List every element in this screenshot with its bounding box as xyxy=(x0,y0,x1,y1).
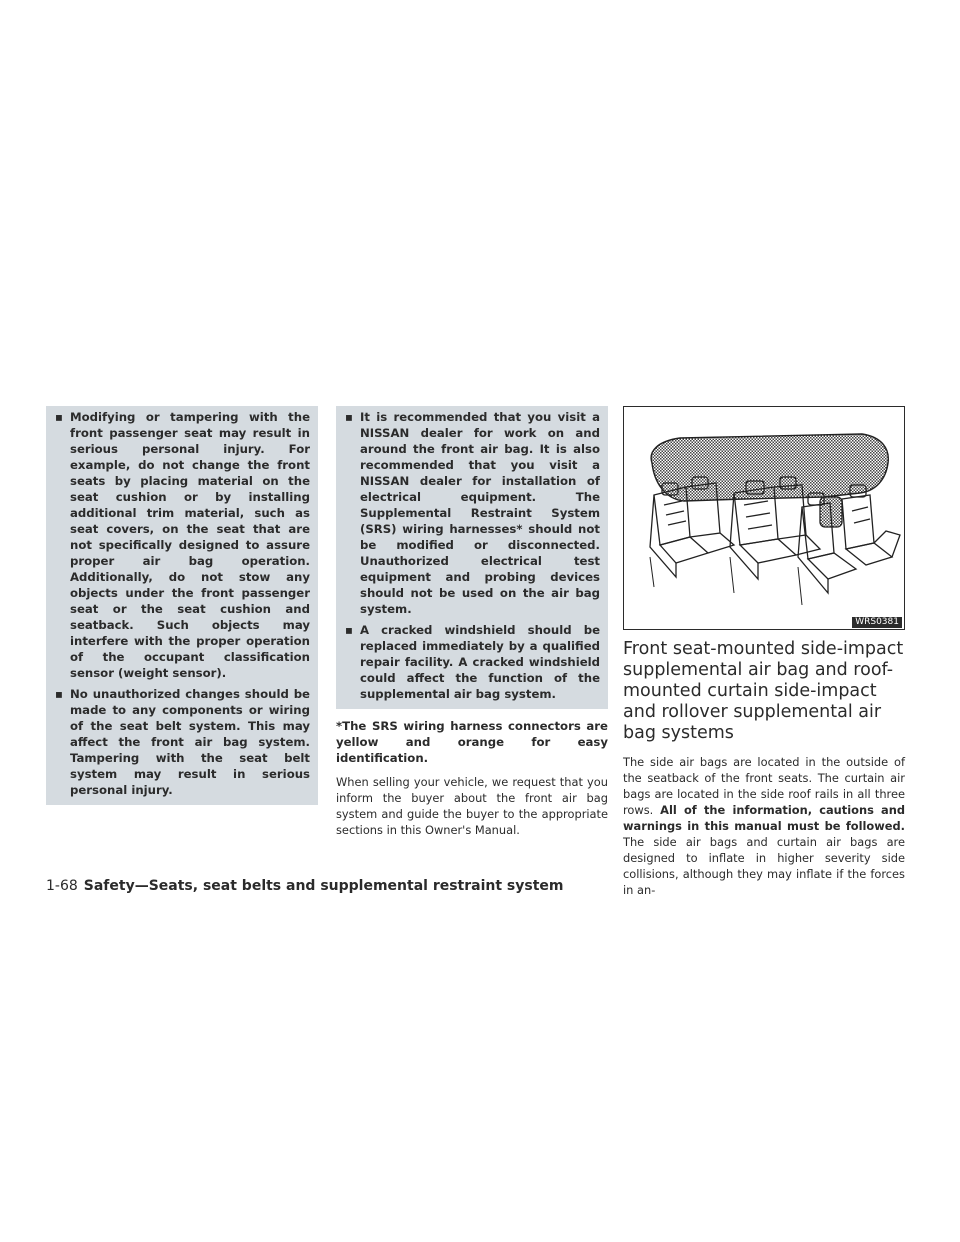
warning-item xyxy=(345,622,600,702)
warning-box-left xyxy=(46,406,318,805)
bullet-icon: ▪ xyxy=(55,687,63,701)
warning-list-middle xyxy=(345,409,600,702)
chapter-title: Safety—Seats, seat belts and supplemental restraint system xyxy=(83,878,564,894)
srs-note: *The SRS wiring harness connectors are yellow and orange for easy identification. xyxy=(336,719,608,765)
figure-code-label: WRS0381 xyxy=(852,617,902,628)
side-airbag-paragraph xyxy=(623,754,905,898)
selling-paragraph: When selling your vehicle, we request that you inform the buyer about the front air bag system and guide the buyer to the appropriate sections in this Owner's Manual. xyxy=(336,775,608,837)
warning-text: No unauthorized changes should be made to any components or wiring of the seat belt system. This may affect the front air bag system. Tampering with the seat belt system may result in serious personal injury. xyxy=(70,687,310,797)
middle-column xyxy=(336,406,608,838)
paragraph-end: The side air bags and curtain air bags are designed to inflate in higher severity side collisions, although they may inflate if the forces in an- xyxy=(623,835,905,897)
page-footer xyxy=(46,877,564,895)
warning-item xyxy=(55,409,310,681)
warning-text: Modifying or tampering with the front passenger seat may result in serious personal injury. For example, do not change the front seats by placing material on the seat cushion or by installing additional trim material, such as seat covers, on the seat that are not specifically designed to assure proper air bag operation. Additionally, do not stow any objects under the front passenger seat or the seat cushion and seatback. Such objects may interfere with the proper operation of the occupant classification sensor (weight sensor). xyxy=(70,410,310,680)
warning-item xyxy=(345,409,600,617)
bullet-icon: ▪ xyxy=(345,623,353,637)
bullet-icon: ▪ xyxy=(55,410,63,424)
warning-text: It is recommended that you visit a NISSAN dealer for work on and around the front air bag. It is also recommended that you visit a NISSAN dealer for installation of electrical equipment. The Supplemental Restraint System (SRS) wiring harnesses* should not be modified or disconnected. Unauthorized electrical test equipment and probing devices should not be used on the air bag system. xyxy=(360,410,600,616)
left-column xyxy=(46,406,318,805)
warning-box-middle xyxy=(336,406,608,709)
paragraph-bold: All of the information, cautions and warnings in this manual must be followed. xyxy=(623,803,906,833)
section-heading: Front seat-mounted side-impact supplemental air bag and roof-mounted curtain side-impact and rollover supplemental air bag systems xyxy=(623,639,904,743)
seats-with-curtain-airbag-icon xyxy=(624,407,904,629)
warning-item xyxy=(55,686,310,798)
warning-list-left xyxy=(55,409,310,798)
bullet-icon: ▪ xyxy=(345,410,353,424)
warning-text: A cracked windshield should be replaced immediately by a qualified repair facility. A cracked windshield could affect the function of the supplemental air bag system. xyxy=(360,623,600,701)
page-number: 1-68 xyxy=(46,878,78,894)
paragraph-start: The side air bags are located in the outside of the seatback of the front seats. The curtain air bags are located in the side roof rails in all three rows. xyxy=(623,755,905,817)
right-column xyxy=(623,406,905,898)
airbag-figure xyxy=(623,406,905,630)
